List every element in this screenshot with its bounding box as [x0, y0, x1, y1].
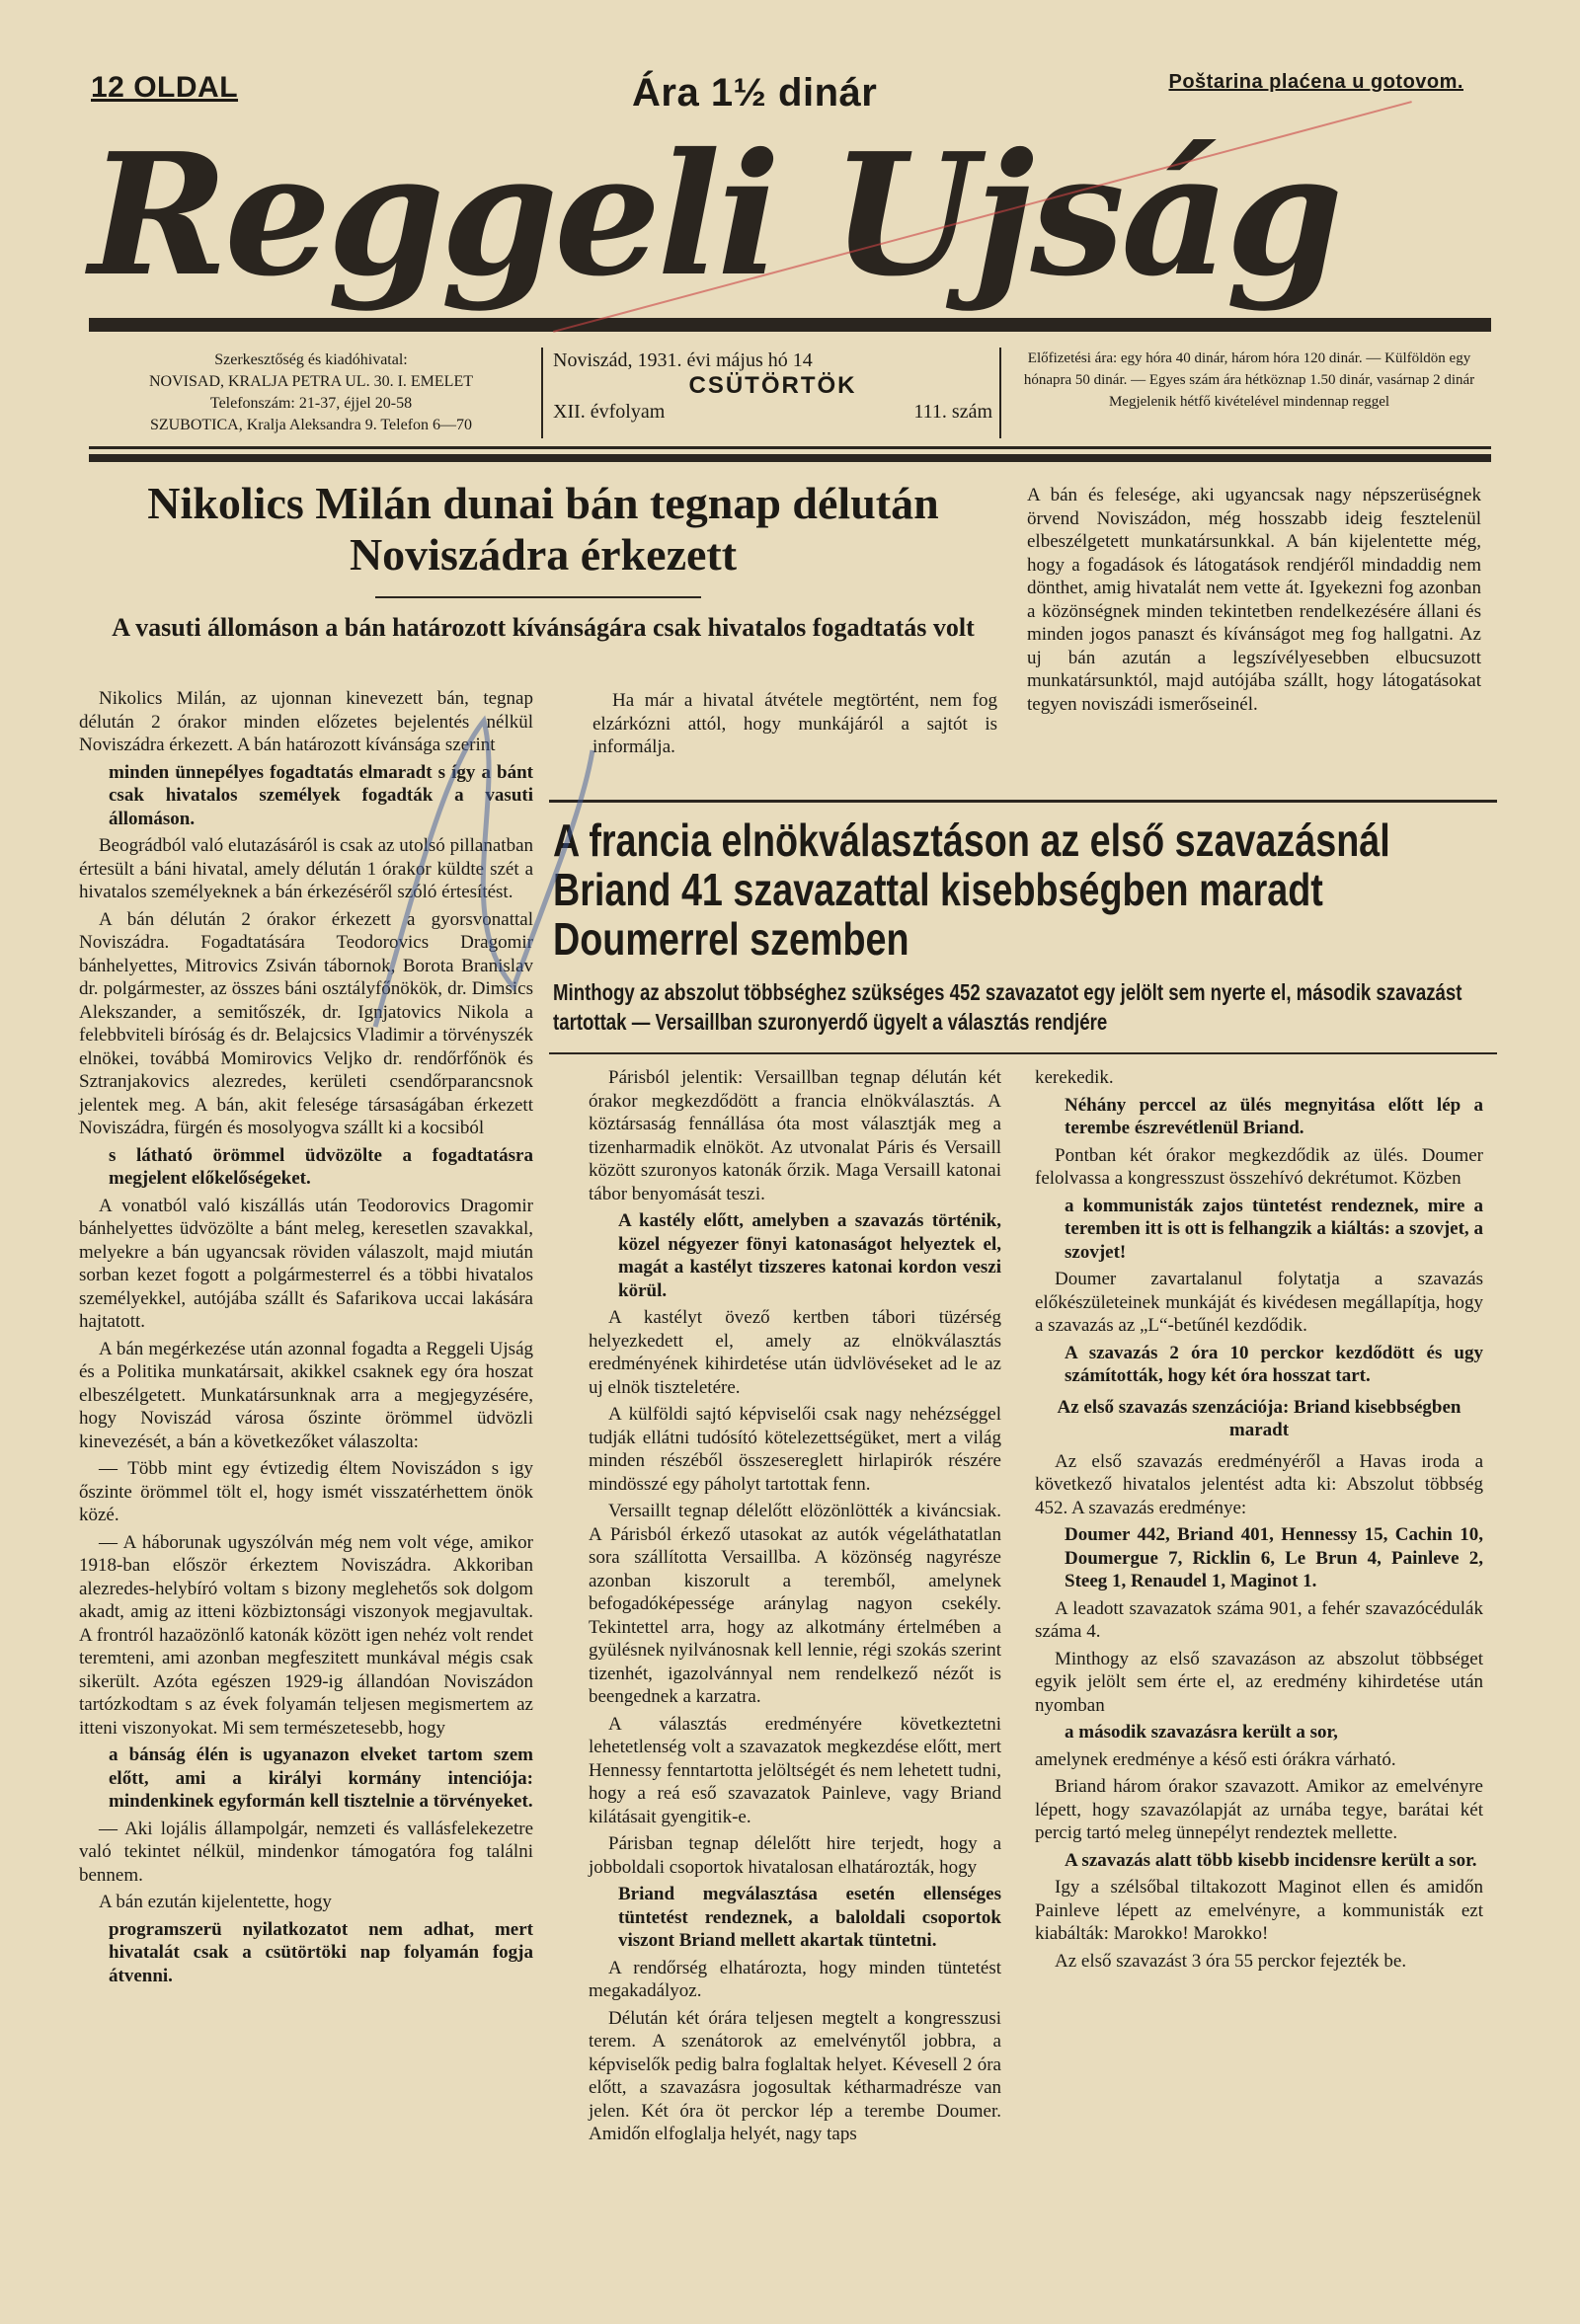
- masthead-rule: [89, 318, 1491, 332]
- paragraph: A bán délután 2 órakor érkezett a gyorsvonattal Noviszádra. Fogadtatására Teodorovics Dragomir bánhelyettes, Mitrovics Zsiván tábornok, Borota Branislav dr. polgármester, az összes báni osztályfőnökök, dr. Dimsics Alekszander, a semitőszék, dr. Ignjatovics Nikola a felebbviteli bíróság és dr. Belajcsics Vladimir a törvényszék elnökei, továbbá Momirovics Veljko dr. rendőrfőnök és Sztranjakovics alezredes, kerületi csendőrparancsnok jelentek meg. A bán, akit felesége társaságában érkezett Noviszádra, fürgén és mosolyogva szállt ki a kocsiból: [79, 908, 533, 1138]
- paragraph: A szavazás alatt több kisebb incidensre került a sor.: [1065, 1849, 1477, 1871]
- paragraph: Briand három órakor szavazott. Amikor az emelvényre lépett, hogy szavazólapját az urnába tegye, barátai két percig tartó meleg ünnepélyt rendeztek mellette.: [1035, 1776, 1483, 1843]
- article2-right-column: [1035, 1066, 1483, 1976]
- article2-headline: A francia elnökválasztáson az első szavazásnál Briand 41 szavazattal kisebbségben maradt Doumerrel szemben: [553, 814, 1390, 965]
- paragraph: Délután két órára teljesen megtelt a kongresszusi terem. A szenátorok az emelvénytől jobbra, a képviselők pedig balra foglaltak helyet. Kévesell 2 óra előtt, a szavazásra jogosultak kétharmadrésze van jelen. Két óra öt perckor lép a terembe Doumer. Amidőn elfoglalja helyét, nagy taps: [589, 2007, 1001, 2144]
- subscription-info: Előfizetési ára: egy hóra 40 dinár, három hóra 120 dinár. — Külföldön egy hónapra 50 dinár. — Egyes szám ára hétköznap 1.50 dinár, vasárnap 2 dinár Megjelenik hétfő kivételével mindennap reggel: [1023, 350, 1475, 410]
- page-count: 12 OLDAL: [91, 71, 239, 104]
- paragraph: — Több mint egy évtizedig éltem Noviszádon s igy őszinte örömmel tölt el, hogy ismét visszatérhettem önök közé.: [79, 1458, 533, 1525]
- article1-right-column: [1027, 484, 1481, 720]
- rule: [89, 454, 1491, 462]
- issue-number: 111. szám: [913, 401, 992, 423]
- article2-mid-column: [589, 1066, 1001, 2150]
- paragraph: Beográdból való elutazásáról is csak az utolsó pillanatban értesült a báni hivatal, amely délután 1 órakor küldte szét a hivatalos személyeknek a bán érkezéséről szóló értesítést.: [79, 835, 533, 902]
- paragraph: A bán megérkezése után azonnal fogadta a Reggeli Ujság és a Politika munkatársait, akikkel csaknek egy óra hoszat elbeszélgetett. Munkatársunknak arra a megjegyzésére, hogy Noviszád városa őszinte örömmel üdvözli kinevezését, a bán a következőket válaszolta:: [79, 1338, 533, 1452]
- info-line: Telefonszám: 21-37, éjjel 20-58: [209, 395, 413, 412]
- paragraph: programszerü nyilatkozatot nem adhat, mert hivatalát csak a csütörtöki nap folyamán fogja átvenni.: [109, 1918, 533, 1986]
- issue-date: Noviszád, 1931. évi május hó 14: [553, 349, 813, 371]
- divider: [999, 348, 1001, 438]
- rule: [89, 446, 1491, 449]
- paragraph: s látható örömmel üdvözölte a fogadtatásra megjelent előkelőségeket.: [109, 1144, 533, 1189]
- volume: XII. évfolyam: [553, 401, 666, 423]
- paragraph: a bánság élén is ugyanazon elveket tartom szem előtt, ami a királyi kormány intenciója: mindenkinek egyformán kell tisztelnie a törvényeket.: [109, 1744, 533, 1812]
- paragraph: A külföldi sajtó képviselői csak nagy nehézséggel tudják ellátni tudósító kötelezettségüket, mert a világ minden részéből összesereglett hirlapirók részére mindösszé egy páholyt tartottak fenn.: [589, 1404, 1001, 1495]
- divider: [541, 348, 543, 438]
- volume-row: [553, 399, 992, 425]
- article2-subhead: Minthogy az abszolut többséghez szükséges 452 szavazatot egy jelölt sem nyerte el, második szavazást tartottak — Versaillban szuronyerdő ügyelt a választás rendjére: [553, 979, 1462, 1035]
- paragraph: — Aki lojális állampolgár, nemzeti és vallásfelekezetre való tekintet nélkül, mindenkor támogatóra fog találni bennem.: [79, 1818, 533, 1886]
- paragraph: — A háborunak ugyszólván még nem volt vége, amikor 1918-ban először érkeztem Noviszádra. Akkoriban alezredes-helybíró voltam s bizony meglehetős sok dolgom akadt, amig az itteni közbiztonsági viszonyok megjavultak. A frontról hazaözönlő katonák között igen nehéz volt rendet teremteni, ami azonban megfeszitett munkával mégis csak sikerült. Azóta egészen 1929-ig állandóan Noviszádon tartózkodtam s az évek folyamán teljesen megismertem az itteni viszonyokat. Mi sem természetesebb, hogy: [79, 1531, 533, 1739]
- paragraph: Nikolics Milán, az ujonnan kinevezett bán, tegnap délután 2 órakor minden előzetes bejelentés nélkül Noviszádra érkezett. A bán határozott kívánsága szerint: [79, 688, 533, 755]
- paragraph: Párisban tegnap délelőtt hire terjedt, hogy a jobboldali csoportok hivatalosan elhatározták, hogy: [589, 1833, 1001, 1878]
- masthead-title: Reggeli Ujság: [89, 116, 1340, 314]
- info-line: Szerkesztőség és kiadóhivatal:: [214, 351, 408, 368]
- paragraph: A vonatból való kiszállás után Teodorovics Dragomir bánhelyettes üdvözölte a bánt meleg, keresetlen szavakkal, melyekre a bán ugyancsak röviden válaszolt, majd miután sorban kezet fogott a polgármesterrel és a többi hivatalos személyekkel, autójába szállt és Safarikova uccai lakására hajtatott.: [79, 1195, 533, 1332]
- paragraph: A választás eredményére következtetni lehetetlenség volt a szavazatok megkezdése előtt, mert Hennessy fenntartotta jelöltségét és nem lehetett tudni, hogy a reá eső szavazatok Painleve, vagy Briand kilátásait gyengitik-e.: [589, 1713, 1001, 1827]
- paragraph: Az első szavazás eredményéről a Havas iroda a következő hivatalos jelentést adta ki: Abszolut többség 452. A szavazás eredménye:: [1035, 1450, 1483, 1518]
- paragraph: A bán ezután kijelentette, hogy: [99, 1892, 332, 1912]
- date-block: [553, 348, 992, 425]
- paragraph: Minthogy az első szavazáson az abszolut többséget egyik jelölt sem érte el, az eredmény kihirdetése után nyomban: [1035, 1648, 1483, 1716]
- paragraph: A kastélyt övező kertben tábori tüzérség helyezkedett el, amely az elnökválasztás eredményének kihirdetése után üdvlövéseket ad le az uj elnök tiszteletére.: [589, 1307, 1001, 1398]
- paragraph: Ha már a hivatal átvétele megtörtént, nem fog elzárkózni attól, hogy munkájáról a sajtót is informálja.: [592, 690, 997, 757]
- paragraph: Doumer 442, Briand 401, Hennessy 15, Cachin 10, Doumergue 7, Ricklin 6, Le Brun 4, Painleve 2, Steeg 1, Renaudel 1, Maginot 1.: [1065, 1524, 1483, 1591]
- paragraph: Doumer zavartalanul folytatja a szavazás előkészületeinek munkáját és kivédesen megállapítja, hogy a szavazás az „L“-betűnél kezdődik.: [1035, 1269, 1483, 1336]
- paragraph: A bán és felesége, aki ugyancsak nagy népszerüségnek örvend Noviszádon, még hosszabb ideig fesztelenül elbeszélgetett munkatársunkkal. A bán kijelentette még, hogy a fogadások és látogatások rendjéről mindaddig nem dönthet, amig hivatalát nem vette át. Igyekezni fog azonban a közönségnek minden tekintetben rendelkezésére állani és minden jogos panaszt és kívánságot meg fog hallgatni. Az uj bán azután a legszívélyesebben elbucsuzott munkatársunktól, majd autójába szállt, hogy látogatásokat tegyen noviszádi ismerőseinél.: [1027, 485, 1481, 715]
- publisher-info: [89, 349, 533, 436]
- paragraph: A kastély előtt, amelyben a szavazás történik, közel négyezer fönyi katonaságot helyeztek el, magát a kastélyt tizszeres katonai kordon veszi körül.: [618, 1210, 1001, 1301]
- paragraph: A leadott szavazatok száma 901, a fehér szavazócédulák száma 4.: [1035, 1597, 1483, 1642]
- paragraph: Pontban két órakor megkezdődik az ülés. Doumer felolvassa a kongresszust összehívó dekrétumot. Közben: [1035, 1144, 1483, 1189]
- price: Ára 1½ dinár: [632, 71, 878, 115]
- paragraph: a második szavazásra került a sor,: [1065, 1722, 1338, 1743]
- article1-subhead: A vasuti állomáson a bán határozott kívánságára csak hivatalos fogadtatás volt: [112, 613, 975, 642]
- paragraph: Az első szavazást 3 óra 55 perckor fejezték be.: [1055, 1950, 1407, 1972]
- paragraph: A szavazás 2 óra 10 perckor kezdődött és ugy számították, hogy két óra hosszat tart.: [1065, 1342, 1483, 1386]
- paragraph: minden ünnepélyes fogadtatás elmaradt s így a bánt csak hivatalos személyek fogadták a vasuti állomáson.: [109, 761, 533, 829]
- info-line: NOVISAD, KRALJA PETRA UL. 30. I. EMELET: [149, 373, 473, 390]
- paragraph: Néhány perccel az ülés megnyitása előtt lép a terembe észrevétlenül Briand.: [1065, 1094, 1483, 1138]
- paragraph: Igy a szélsőbal tiltakozott Maginot ellen és amidőn Painleve lépett az emelvényre, a kommunisták ezt kiabálták: Marokko! Marokko!: [1035, 1877, 1483, 1944]
- paragraph: A rendőrség elhatározta, hogy minden tüntetést megakadályoz.: [589, 1957, 1001, 2001]
- section-heading: Az első szavazás szenzációja: Briand kisebbségben maradt: [1057, 1396, 1462, 1440]
- paragraph: Párisból jelentik: Versaillban tegnap délután két órakor megkezdődött a francia elnökválasztás. A köztársaság fennállása óta most választják meg a tizenharmadik elnököt. Az utvonalat Páris és Versaill között szuronyos katonák őrzik. Maga Versaill katonai tábor benyomását teszi.: [589, 1067, 1001, 1204]
- article1-headline: Nikolics Milán dunai bán tegnap délután Noviszádra érkezett: [147, 478, 939, 580]
- weekday: CSÜTÖRTÖK: [688, 372, 857, 399]
- paragraph: Briand megválasztása esetén ellenséges tüntetést rendeznek, a baloldali csoportok viszont Briand mellett akartak tüntetni.: [618, 1884, 1001, 1951]
- postage-note: Poštarina plaćena u gotovom.: [1168, 71, 1463, 93]
- info-line: SZUBOTICA, Kralja Aleksandra 9. Telefon 6—70: [149, 417, 473, 433]
- rule: [375, 596, 701, 598]
- rule: [549, 1052, 1497, 1054]
- paragraph: Versaillt tegnap délelőtt elözönlötték a kiváncsiak. A Párisból érkező utasokat az autók végeláthatatlan sora szállította Versaillba. A közönség nagyrésze azonban kiszorult a teremből, amelynek befogadóképessége aránylag nagyon csekély. Tekintettel arra, hogy az alkotmány értelmében a gyülésnek nyilvánosnak kell lennie, régi szokás szerint tizenhét, igazolvánnyal nem rendelkező nézőt is beengednek a karzatra.: [589, 1501, 1001, 1707]
- rule: [549, 800, 1497, 803]
- paragraph: kerekedik.: [1035, 1067, 1114, 1088]
- pencil-scribble: [356, 691, 612, 1046]
- paragraph: a kommunisták zajos tüntetést rendeznek, mire a teremben itt is ott is felhangzik a kiáltás: a szovjet, a szovjet!: [1065, 1195, 1483, 1263]
- article1-mid-column: [592, 689, 997, 763]
- paragraph: amelynek eredménye a késő esti órákra várható.: [1035, 1748, 1396, 1770]
